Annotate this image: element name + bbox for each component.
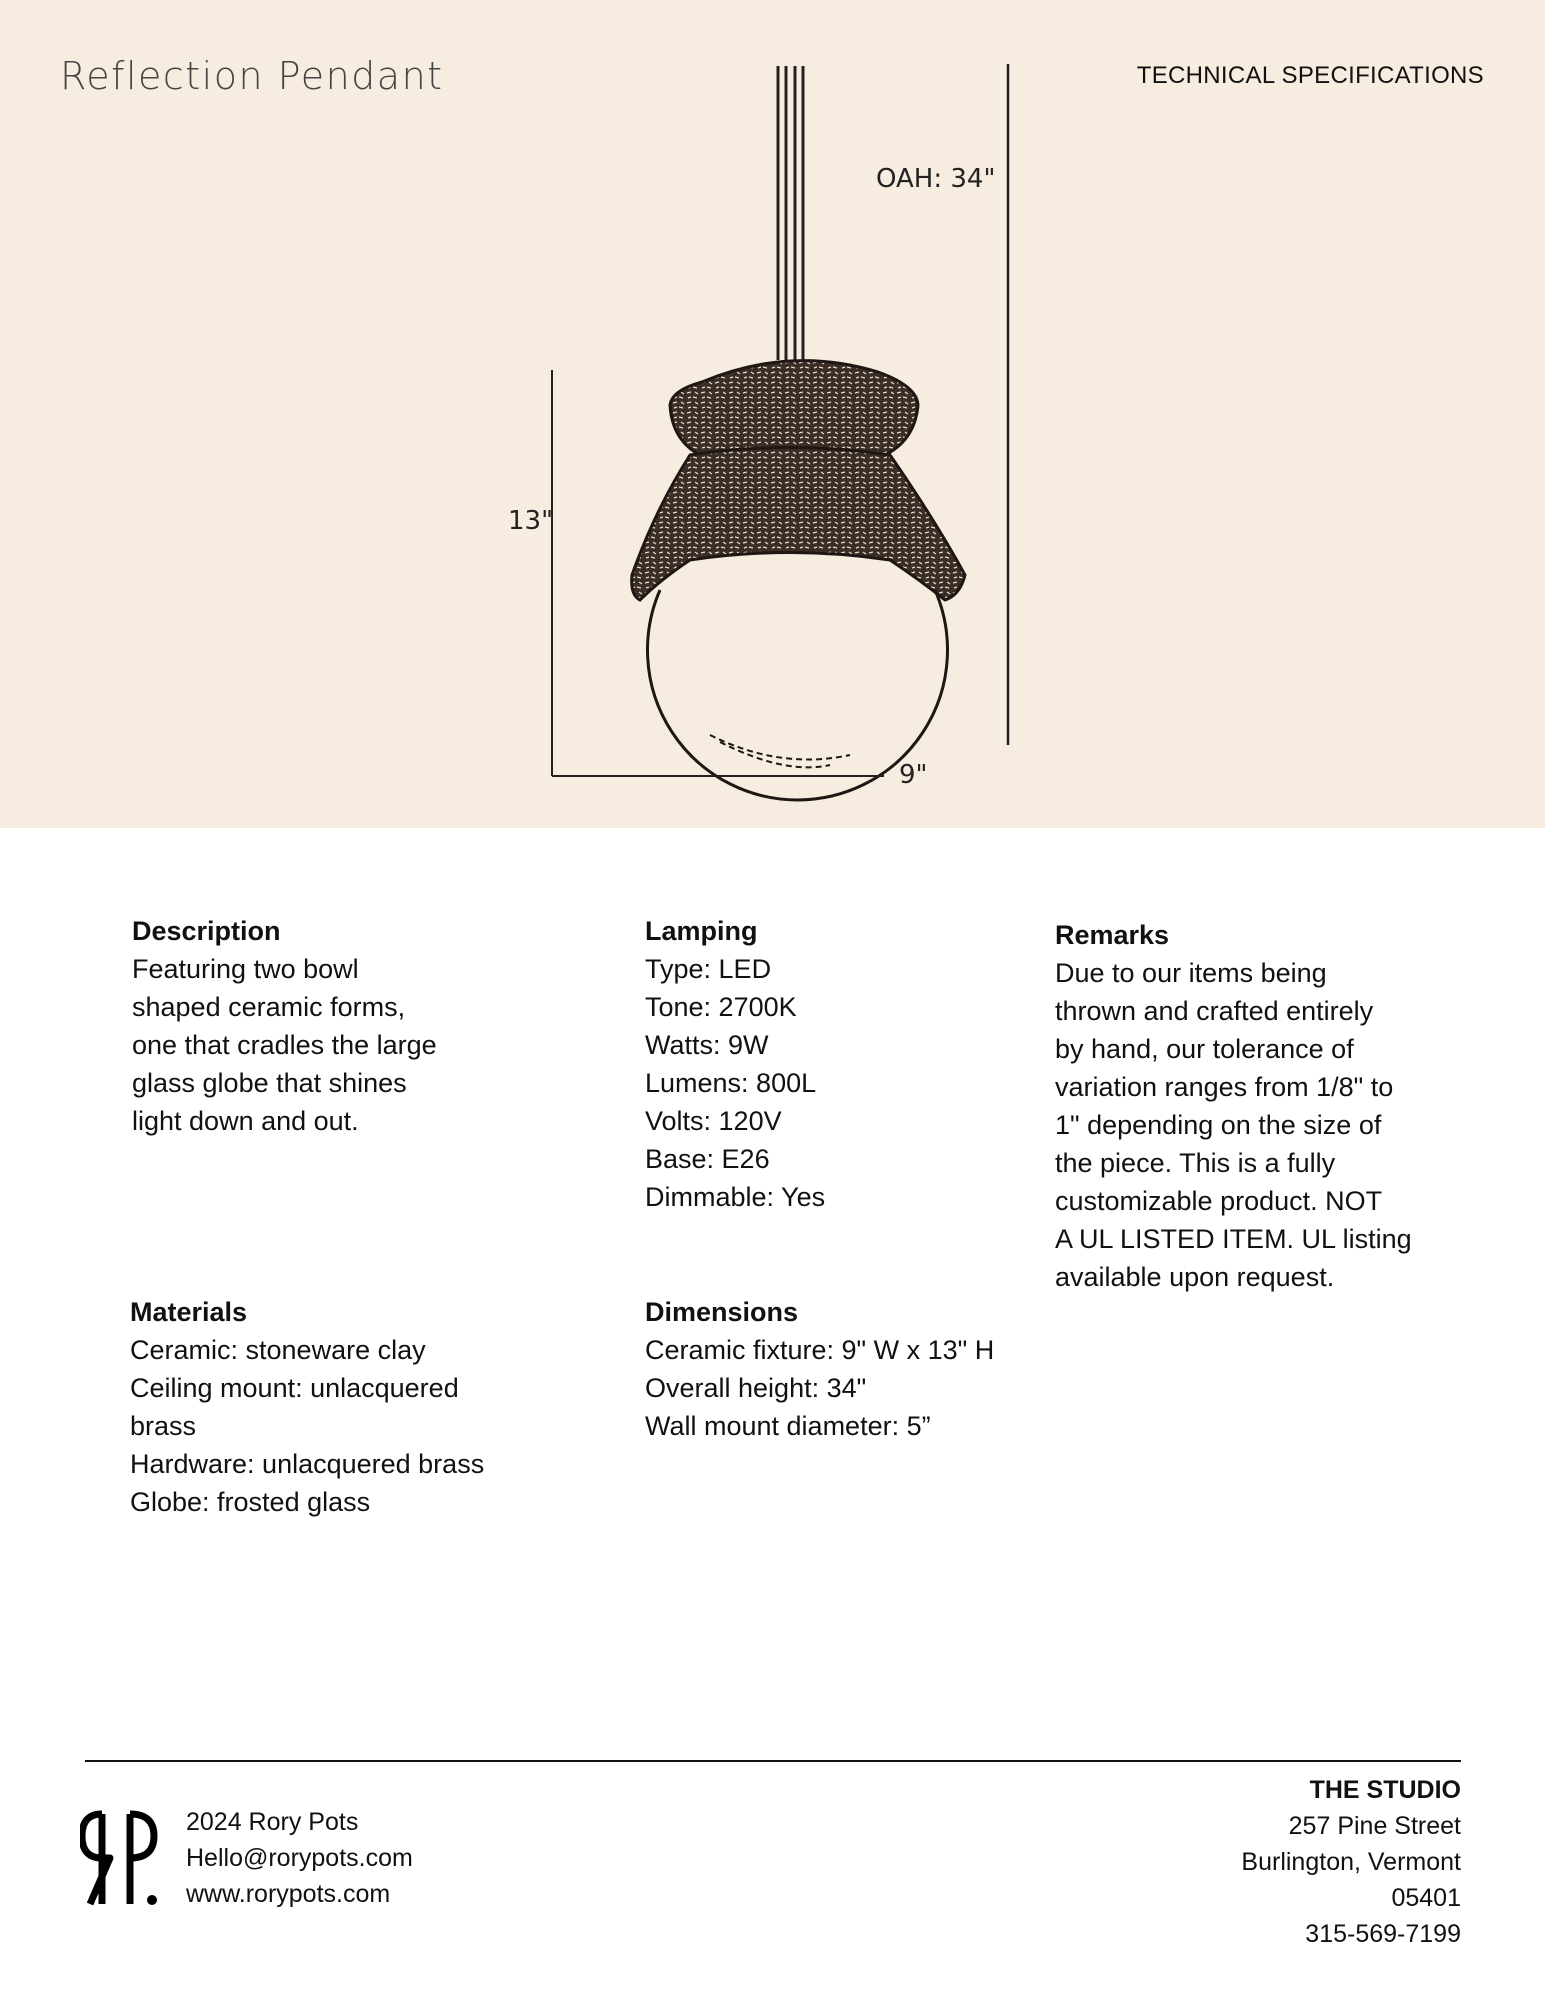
footer-website[interactable]: www.rorypots.com bbox=[186, 1880, 391, 1908]
studio-heading: THE STUDIO bbox=[1309, 1776, 1461, 1804]
description-line: glass globe that shines bbox=[132, 1068, 407, 1098]
lamping-line: Base: E26 bbox=[645, 1144, 770, 1174]
overall-height-label: OAH: 34" bbox=[876, 164, 996, 194]
description-line: shaped ceramic forms, bbox=[132, 992, 406, 1022]
remarks-line: the piece. This is a fully bbox=[1055, 1148, 1336, 1178]
description-line: light down and out. bbox=[132, 1106, 359, 1136]
description-section bbox=[132, 912, 437, 1140]
product-title: Reflection Pendant bbox=[60, 54, 444, 98]
footer-studio bbox=[1241, 1772, 1461, 1952]
remarks-heading: Remarks bbox=[1055, 920, 1170, 950]
footer-copyright: 2024 Rory Pots bbox=[186, 1808, 359, 1836]
description-line: Featuring two bowl bbox=[132, 954, 359, 984]
materials-heading: Materials bbox=[130, 1297, 248, 1327]
remarks-line: Due to our items being bbox=[1055, 958, 1327, 988]
dimensions-line: Ceramic fixture: 9" W x 13" H bbox=[645, 1335, 995, 1365]
lamping-section bbox=[645, 912, 825, 1216]
description-line: one that cradles the large bbox=[132, 1030, 437, 1060]
dimensions-heading: Dimensions bbox=[645, 1297, 799, 1327]
remarks-line: thrown and crafted entirely bbox=[1055, 996, 1374, 1026]
remarks-line: 1" depending on the size of bbox=[1055, 1110, 1382, 1140]
studio-street: 257 Pine Street bbox=[1288, 1812, 1461, 1840]
description-heading: Description bbox=[132, 916, 281, 946]
footer-contact bbox=[186, 1804, 413, 1912]
materials-line: Hardware: unlacquered brass bbox=[130, 1449, 485, 1479]
section-label: TECHNICAL SPECIFICATIONS bbox=[1136, 62, 1484, 89]
studio-city: Burlington, Vermont bbox=[1241, 1848, 1461, 1876]
materials-line: Ceramic: stoneware clay bbox=[130, 1335, 426, 1365]
lamping-line: Watts: 9W bbox=[645, 1030, 769, 1060]
studio-phone[interactable]: 315-569-7199 bbox=[1305, 1920, 1461, 1948]
lamping-line: Lumens: 800L bbox=[645, 1068, 817, 1098]
fixture-width-label: 9" bbox=[899, 760, 928, 790]
bottom-ceramic-bowl bbox=[632, 448, 965, 601]
remarks-line: variation ranges from 1/8" to bbox=[1055, 1072, 1394, 1102]
pendant-rod bbox=[778, 66, 803, 360]
dimensions-line: Wall mount diameter: 5” bbox=[645, 1411, 931, 1441]
materials-section bbox=[130, 1293, 484, 1521]
footer-email[interactable]: Hello@rorypots.com bbox=[186, 1844, 413, 1872]
rory-pots-logo bbox=[80, 1808, 166, 1908]
lamping-line: Tone: 2700K bbox=[645, 992, 797, 1022]
top-ceramic-bowl bbox=[670, 361, 918, 455]
materials-line: Globe: frosted glass bbox=[130, 1487, 371, 1517]
lamping-line: Volts: 120V bbox=[645, 1106, 782, 1136]
studio-zip: 05401 bbox=[1391, 1884, 1461, 1912]
remarks-line: available upon request. bbox=[1055, 1262, 1335, 1292]
remarks-section bbox=[1055, 916, 1412, 1296]
lamping-line: Type: LED bbox=[645, 954, 772, 984]
materials-line: brass bbox=[130, 1411, 197, 1441]
materials-line: Ceiling mount: unlacquered bbox=[130, 1373, 459, 1403]
footer-divider bbox=[85, 1760, 1461, 1762]
lamping-heading: Lamping bbox=[645, 916, 758, 946]
dimensions-section bbox=[645, 1293, 994, 1445]
dimensions-line: Overall height: 34" bbox=[645, 1373, 867, 1403]
remarks-line: customizable product. NOT bbox=[1055, 1186, 1383, 1216]
lamping-line: Dimmable: Yes bbox=[645, 1182, 826, 1212]
pendant-drawing bbox=[0, 0, 1545, 828]
remarks-line: A UL LISTED ITEM. UL listing bbox=[1055, 1224, 1412, 1254]
fixture-height-label: 13" bbox=[508, 506, 554, 536]
remarks-line: by hand, our tolerance of bbox=[1055, 1034, 1354, 1064]
